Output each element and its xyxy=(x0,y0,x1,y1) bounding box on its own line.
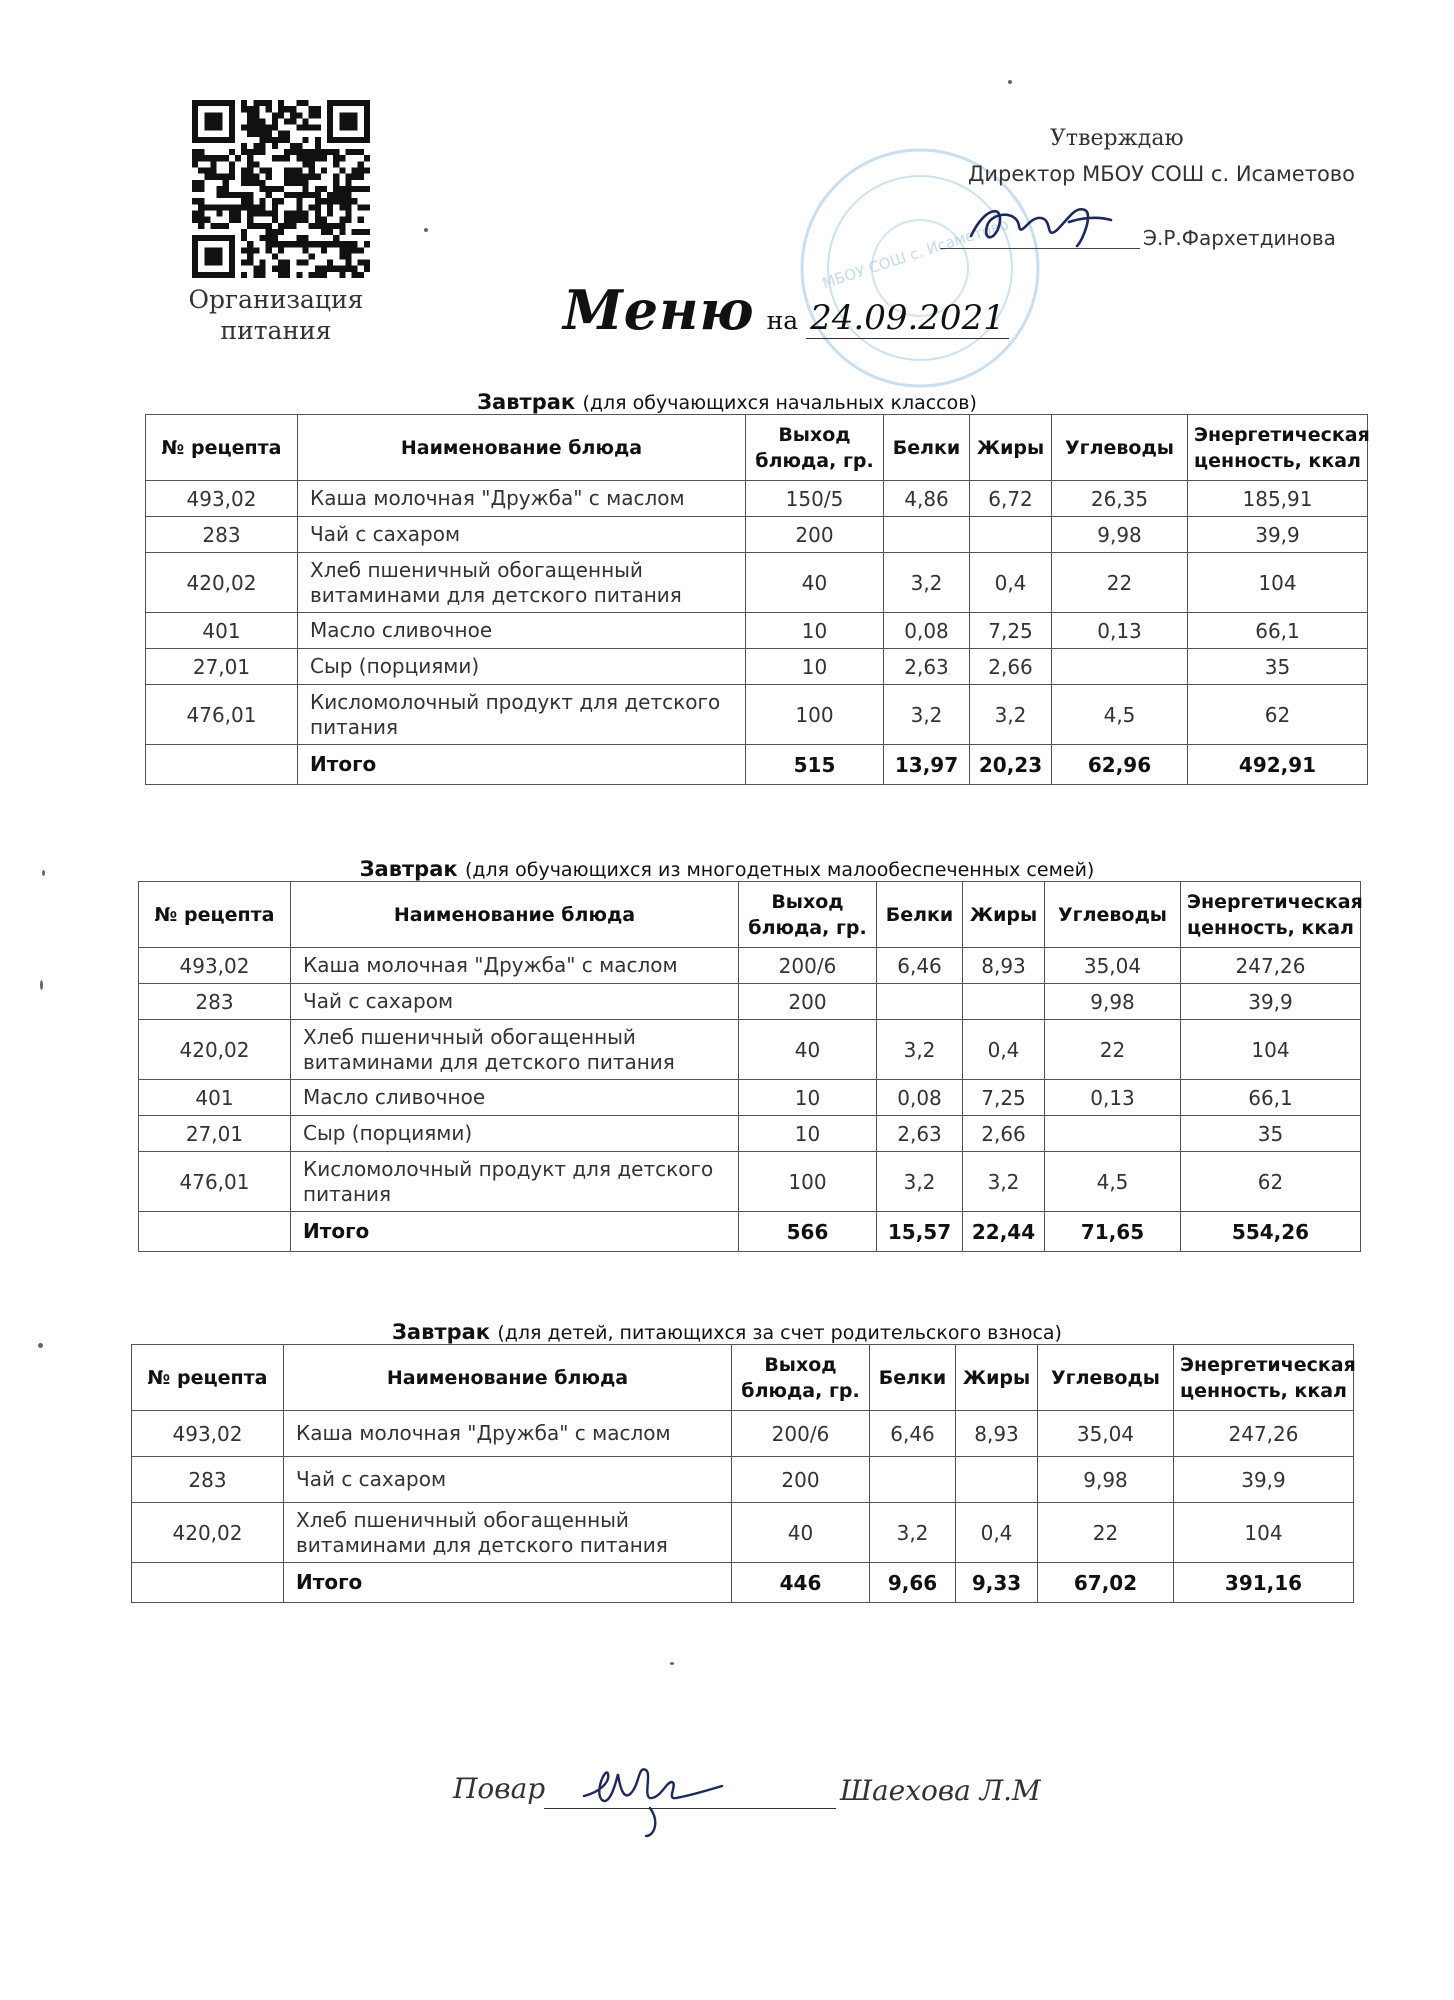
column-header: Белки xyxy=(870,1345,956,1411)
table-cell: 3,2 xyxy=(970,685,1052,745)
table-cell xyxy=(956,1457,1038,1503)
scan-speck xyxy=(424,228,428,232)
table-row xyxy=(146,481,1368,517)
table-cell: 283 xyxy=(132,1457,284,1503)
menu-table-3 xyxy=(131,1344,1354,1603)
table-cell xyxy=(1045,1116,1181,1152)
table-cell xyxy=(877,984,963,1020)
column-header: Выход блюда, гр. xyxy=(732,1345,870,1411)
section-2-title xyxy=(0,857,1454,881)
dish-name-cell: Чай с сахаром xyxy=(298,517,746,553)
table-row xyxy=(139,984,1361,1020)
total-cell: 71,65 xyxy=(1045,1212,1181,1252)
column-header: № рецепта xyxy=(146,415,298,481)
table-cell: 4,86 xyxy=(884,481,970,517)
dish-name-cell: Масло сливочное xyxy=(291,1080,739,1116)
table-cell: 66,1 xyxy=(1181,1080,1361,1116)
table-cell: 0,08 xyxy=(884,613,970,649)
table-cell: 283 xyxy=(139,984,291,1020)
table-cell: 200 xyxy=(739,984,877,1020)
total-cell xyxy=(146,745,298,785)
approval-title: Утверждаю xyxy=(1050,126,1184,151)
menu-prep: на xyxy=(766,306,799,335)
table-cell: 150/5 xyxy=(746,481,884,517)
total-cell: 391,16 xyxy=(1174,1563,1354,1603)
total-cell: 492,91 xyxy=(1188,745,1368,785)
table-cell: 2,63 xyxy=(877,1116,963,1152)
dish-name-cell: Сыр (порциями) xyxy=(298,649,746,685)
table-cell: 3,2 xyxy=(884,685,970,745)
dish-name-cell: Чай с сахаром xyxy=(291,984,739,1020)
table-cell: 3,2 xyxy=(963,1152,1045,1212)
column-header: Наименование блюда xyxy=(291,882,739,948)
table-cell: 104 xyxy=(1174,1503,1354,1563)
table-cell: 35,04 xyxy=(1045,948,1181,984)
column-header: № рецепта xyxy=(139,882,291,948)
table-cell: 2,63 xyxy=(884,649,970,685)
dish-name-cell: Каша молочная "Дружба" с маслом xyxy=(284,1411,732,1457)
column-header: Энергетическая ценность, ккал xyxy=(1174,1345,1354,1411)
table-cell: 100 xyxy=(746,685,884,745)
table-cell: 0,13 xyxy=(1052,613,1188,649)
table-cell: 420,02 xyxy=(139,1020,291,1080)
total-cell: 20,23 xyxy=(970,745,1052,785)
total-cell: 13,97 xyxy=(884,745,970,785)
section-subtitle: (для детей, питающихся за счет родительского взноса) xyxy=(497,1322,1062,1344)
table-cell: 420,02 xyxy=(132,1503,284,1563)
cook-signature xyxy=(580,1752,730,1842)
table-cell: 40 xyxy=(732,1503,870,1563)
table-cell: 200/6 xyxy=(732,1411,870,1457)
column-header: Жиры xyxy=(956,1345,1038,1411)
table-row xyxy=(132,1503,1354,1563)
table-cell: 22 xyxy=(1052,553,1188,613)
column-header: Углеводы xyxy=(1052,415,1188,481)
menu-table-1 xyxy=(145,414,1368,785)
table-cell: 247,26 xyxy=(1174,1411,1354,1457)
table-cell: 401 xyxy=(139,1080,291,1116)
table-cell: 39,9 xyxy=(1174,1457,1354,1503)
column-header: Углеводы xyxy=(1038,1345,1174,1411)
dish-name-cell: Каша молочная "Дружба" с маслом xyxy=(298,481,746,517)
approval-position: Директор МБОУ СОШ с. Исаметово xyxy=(968,162,1356,186)
table-cell: 2,66 xyxy=(970,649,1052,685)
table-cell: 10 xyxy=(746,649,884,685)
table-row xyxy=(146,517,1368,553)
table-cell: 283 xyxy=(146,517,298,553)
column-header: Наименование блюда xyxy=(284,1345,732,1411)
table-cell: 401 xyxy=(146,613,298,649)
table-cell: 40 xyxy=(739,1020,877,1080)
column-header: № рецепта xyxy=(132,1345,284,1411)
total-cell: 554,26 xyxy=(1181,1212,1361,1252)
section-title: Завтрак xyxy=(359,857,458,881)
table-cell: 6,72 xyxy=(970,481,1052,517)
table-cell: 6,46 xyxy=(870,1411,956,1457)
table-cell: 9,98 xyxy=(1052,517,1188,553)
total-cell: 9,66 xyxy=(870,1563,956,1603)
table-cell: 493,02 xyxy=(146,481,298,517)
director-signature xyxy=(965,196,1115,252)
table-header-row xyxy=(146,415,1368,481)
column-header: Жиры xyxy=(970,415,1052,481)
table-row xyxy=(146,613,1368,649)
total-row xyxy=(139,1212,1361,1252)
table-cell: 7,25 xyxy=(970,613,1052,649)
table-cell: 200 xyxy=(746,517,884,553)
table-cell xyxy=(1052,649,1188,685)
scan-speck xyxy=(1008,80,1012,84)
section-title: Завтрак xyxy=(392,1320,491,1344)
dish-name-cell: Хлеб пшеничный обогащенный витаминами для детского питания xyxy=(291,1020,739,1080)
total-cell xyxy=(139,1212,291,1252)
total-cell: 15,57 xyxy=(877,1212,963,1252)
total-row xyxy=(132,1563,1354,1603)
table-cell: 9,98 xyxy=(1045,984,1181,1020)
table-row xyxy=(139,948,1361,984)
table-cell: 62 xyxy=(1181,1152,1361,1212)
table-cell: 3,2 xyxy=(870,1503,956,1563)
table-cell: 39,9 xyxy=(1181,984,1361,1020)
table-cell: 4,5 xyxy=(1045,1152,1181,1212)
table-row xyxy=(146,685,1368,745)
column-header: Выход блюда, гр. xyxy=(739,882,877,948)
dish-name-cell: Хлеб пшеничный обогащенный витаминами для детского питания xyxy=(284,1503,732,1563)
dish-name-cell: Сыр (порциями) xyxy=(291,1116,739,1152)
section-3-title xyxy=(0,1320,1454,1344)
total-label: Итого xyxy=(284,1563,732,1603)
table-cell: 7,25 xyxy=(963,1080,1045,1116)
table-row xyxy=(139,1116,1361,1152)
table-cell: 3,2 xyxy=(877,1020,963,1080)
table-cell: 0,08 xyxy=(877,1080,963,1116)
menu-title: Меню xyxy=(563,278,755,342)
dish-name-cell: Чай с сахаром xyxy=(284,1457,732,1503)
table-cell: 247,26 xyxy=(1181,948,1361,984)
table-header-row xyxy=(139,882,1361,948)
table-cell: 200/6 xyxy=(739,948,877,984)
table-cell: 66,1 xyxy=(1188,613,1368,649)
table-cell: 3,2 xyxy=(884,553,970,613)
column-header: Углеводы xyxy=(1045,882,1181,948)
section-subtitle: (для обучающихся начальных классов) xyxy=(582,392,977,414)
section-1-title xyxy=(0,390,1454,414)
menu-heading xyxy=(563,278,1009,342)
table-cell: 40 xyxy=(746,553,884,613)
table-cell: 10 xyxy=(746,613,884,649)
table-row xyxy=(139,1152,1361,1212)
table-cell: 35 xyxy=(1188,649,1368,685)
total-label: Итого xyxy=(291,1212,739,1252)
table-cell: 22 xyxy=(1038,1503,1174,1563)
menu-table-2 xyxy=(138,881,1361,1252)
table-cell: 185,91 xyxy=(1188,481,1368,517)
dish-name-cell: Хлеб пшеничный обогащенный витаминами для детского питания xyxy=(298,553,746,613)
scan-speck xyxy=(38,1343,43,1348)
table-cell: 100 xyxy=(739,1152,877,1212)
table-cell: 200 xyxy=(732,1457,870,1503)
table-cell: 2,66 xyxy=(963,1116,1045,1152)
table-cell xyxy=(963,984,1045,1020)
table-cell: 8,93 xyxy=(963,948,1045,984)
total-cell: 67,02 xyxy=(1038,1563,1174,1603)
column-header: Энергетическая ценность, ккал xyxy=(1188,415,1368,481)
table-cell: 3,2 xyxy=(877,1152,963,1212)
table-cell: 476,01 xyxy=(146,685,298,745)
table-cell: 35 xyxy=(1181,1116,1361,1152)
table-cell xyxy=(884,517,970,553)
table-cell: 0,13 xyxy=(1045,1080,1181,1116)
table-cell: 0,4 xyxy=(963,1020,1045,1080)
table-cell: 62 xyxy=(1188,685,1368,745)
total-row xyxy=(146,745,1368,785)
total-label: Итого xyxy=(298,745,746,785)
table-cell: 493,02 xyxy=(139,948,291,984)
column-header: Энергетическая ценность, ккал xyxy=(1181,882,1361,948)
table-cell: 8,93 xyxy=(956,1411,1038,1457)
table-cell xyxy=(970,517,1052,553)
cook-label: Повар xyxy=(453,1772,546,1805)
table-cell: 27,01 xyxy=(146,649,298,685)
table-cell: 6,46 xyxy=(877,948,963,984)
column-header: Белки xyxy=(877,882,963,948)
column-header: Выход блюда, гр. xyxy=(746,415,884,481)
dish-name-cell: Кисломолочный продукт для детского питания xyxy=(291,1152,739,1212)
table-header-row xyxy=(132,1345,1354,1411)
table-cell: 4,5 xyxy=(1052,685,1188,745)
table-cell: 104 xyxy=(1181,1020,1361,1080)
table-cell: 0,4 xyxy=(970,553,1052,613)
table-cell xyxy=(870,1457,956,1503)
total-cell xyxy=(132,1563,284,1603)
table-cell: 22 xyxy=(1045,1020,1181,1080)
scan-speck xyxy=(40,980,43,990)
table-row xyxy=(139,1080,1361,1116)
table-cell: 27,01 xyxy=(139,1116,291,1152)
table-cell: 493,02 xyxy=(132,1411,284,1457)
scan-speck xyxy=(670,1662,674,1665)
table-cell: 26,35 xyxy=(1052,481,1188,517)
table-cell: 35,04 xyxy=(1038,1411,1174,1457)
table-row xyxy=(146,649,1368,685)
dish-name-cell: Масло сливочное xyxy=(298,613,746,649)
total-cell: 22,44 xyxy=(963,1212,1045,1252)
table-cell: 104 xyxy=(1188,553,1368,613)
total-cell: 9,33 xyxy=(956,1563,1038,1603)
table-row xyxy=(132,1411,1354,1457)
column-header: Наименование блюда xyxy=(298,415,746,481)
qr-code xyxy=(192,100,370,278)
table-cell: 39,9 xyxy=(1188,517,1368,553)
cook-name: Шаехова Л.М xyxy=(840,1774,1041,1807)
section-title: Завтрак xyxy=(477,390,576,414)
total-cell: 515 xyxy=(746,745,884,785)
total-cell: 566 xyxy=(739,1212,877,1252)
menu-date: 24.09.2021 xyxy=(806,298,1009,339)
total-cell: 446 xyxy=(732,1563,870,1603)
column-header: Жиры xyxy=(963,882,1045,948)
section-subtitle: (для обучающихся из многодетных малообеспеченных семей) xyxy=(464,859,1095,881)
total-cell: 62,96 xyxy=(1052,745,1188,785)
stamp-text: МБОУ СОШ с. Исаметово xyxy=(819,215,1011,293)
dish-name-cell: Кисломолочный продукт для детского питания xyxy=(298,685,746,745)
table-row xyxy=(139,1020,1361,1080)
table-cell: 10 xyxy=(739,1080,877,1116)
qr-label: Организация питания xyxy=(188,285,364,345)
column-header: Белки xyxy=(884,415,970,481)
approval-name: Э.Р.Фархетдинова xyxy=(1143,226,1336,250)
table-cell: 476,01 xyxy=(139,1152,291,1212)
table-row xyxy=(146,553,1368,613)
table-cell: 0,4 xyxy=(956,1503,1038,1563)
scan-speck xyxy=(42,870,45,876)
table-cell: 10 xyxy=(739,1116,877,1152)
dish-name-cell: Каша молочная "Дружба" с маслом xyxy=(291,948,739,984)
table-cell: 420,02 xyxy=(146,553,298,613)
table-cell: 9,98 xyxy=(1038,1457,1174,1503)
table-row xyxy=(132,1457,1354,1503)
